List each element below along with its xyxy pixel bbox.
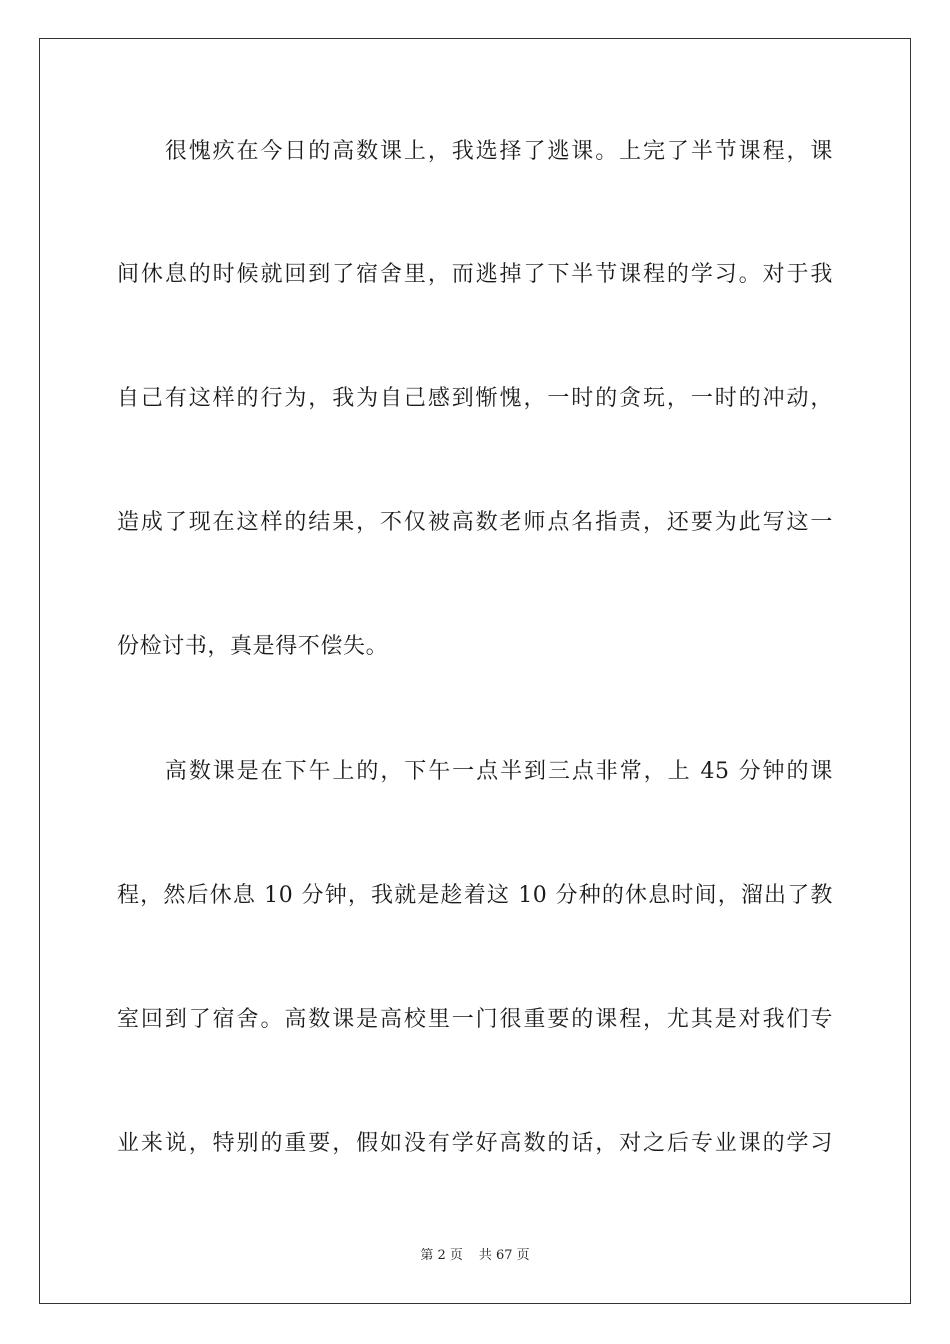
paragraph-1-line-4: 造成了现在这样的结果，不仅被高数老师点名指责，还要为此写这一 — [117, 510, 833, 535]
page-footer — [0, 1247, 950, 1265]
page-number: 第 2 页 — [420, 1248, 463, 1263]
paragraph-1-line-3: 自己有这样的行为，我为自己感到惭愧，一时的贪玩，一时的冲动， — [117, 386, 833, 411]
paragraph-1-line-2: 间休息的时候就回到了宿舍里，而逃掉了下半节课程的学习。对于我 — [117, 262, 833, 287]
paragraph-2-line-3: 室回到了宿舍。高数课是高校里一门很重要的课程，尤其是对我们专 — [117, 1007, 833, 1032]
paragraph-2-line-1: 高数课是在下午上的，下午一点半到三点非常，上 45 分钟的课 — [117, 759, 833, 784]
paragraph-1-line-1: 很愧疚在今日的高数课上，我选择了逃课。上完了半节课程，课 — [117, 139, 833, 164]
paragraph-2-line-2: 程，然后休息 10 分钟，我就是趁着这 10 分种的休息时间，溜出了教 — [117, 883, 833, 908]
paragraph-1-line-5: 份检讨书，真是得不偿失。 — [117, 634, 389, 659]
page-total: 共 67 页 — [478, 1248, 530, 1263]
page-border — [39, 38, 911, 1304]
paragraph-2-line-4: 业来说，特别的重要，假如没有学好高数的话，对之后专业课的学习 — [117, 1131, 833, 1156]
